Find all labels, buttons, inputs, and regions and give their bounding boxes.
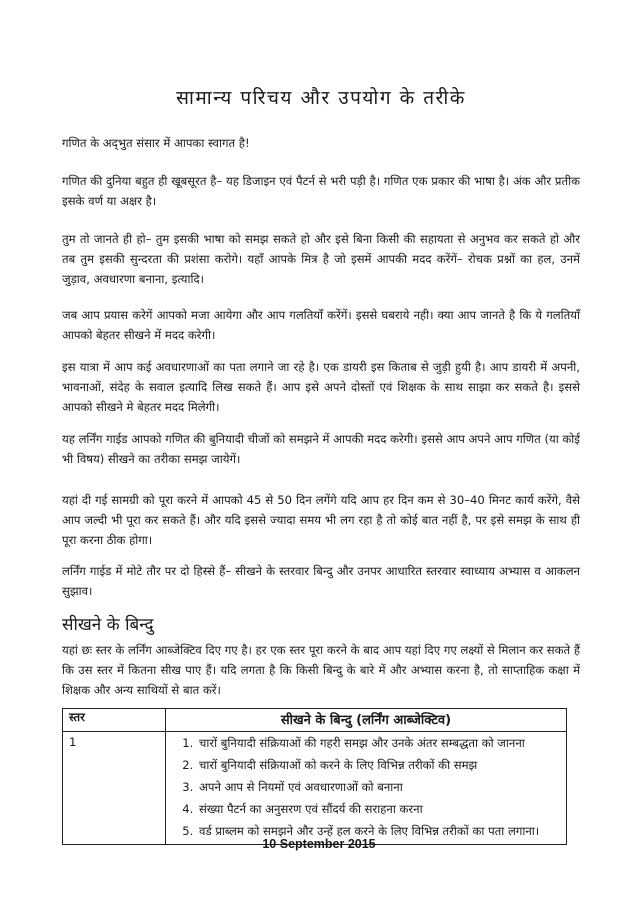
objective-item: 3. अपने आप से नियमों एवं अवधारणाओं को बनाना [197, 777, 559, 799]
paragraph-math-world: गणित की दुनिया बहुत ही खूबसूरत है– यह डिजाइन एवं पैटर्न से भरी पड़ी है। गणित एक प्रकार की भाषा है। अंक और प्रतीक इसके वर्ण या अक्षर है। [62, 174, 580, 208]
header-objectives: सीखने के बिन्दु (लर्निंग आब्जेक्टिव) [166, 709, 567, 732]
paragraph-mistakes: जब आप प्रयास करेगें आपको मजा आयेगा और आप गलतियाँ करेंगें। इससे घबराये नही। क्या आप जानते है कि ये गलतियाँ आपको बेहतर सीखने में मदद करेगी। [62, 308, 580, 342]
page-title: सामान्य परिचय और उपयोग के तरीके [176, 87, 466, 109]
objectives-table [62, 708, 567, 845]
paragraph-duration: यहां दी गई सामग्री को पूरा करने में आपको 45 से 50 दिन लगेंगे यदि आप हर दिन कम से 30–40 मिनट कार्य करेंगे, वैसे आप जल्दी भी पूरा कर सकते हैं। और यदि इससे ज्यादा समय भी लग रहा है तो कोई बात नहीं है, पर इसे समझ के साथ ही पूरा करना ठीक होगा। [62, 493, 580, 547]
objective-item: 5. वर्ड प्राब्लम को समझने और उन्हें हल करने के लिए विभिन्न तरीकों का पता लगाना। [197, 821, 559, 843]
paragraph-diary: इस यात्रा में आप कई अवधारणाओं का पता लगाने जा रहे है। एक डायरी इस किताब से जुड़ी हुयी है। आप डायरी में अपनी, भावनाओं, संदेह के सवाल इत्यादि लिख सकते हैं। आप इसे अपने दोस्तों एवं शिक्षक के साथ साझा कर सकते है। इससे आपको सीखने मे बेहतर मदद मिलेगी। [62, 360, 580, 414]
level-cell: 1 [63, 732, 166, 845]
footer-date: 10 September 2015 [262, 837, 376, 851]
paragraph-understanding: तुम तो जानते ही हो– तुम इसकी भाषा को समझ सकते हो और इसे बिना किसी की सहायता से अनुभव कर सकते हो और तब तुम इसकी सुन्दरता की प्रशंसा करोगे। यहाँ आपके मित्र है जो इसमें आपकी मदद करेंगें– रोचक प्रश्नों का हल, उनमें जुड़ाव, अवधारणा बनाना, इत्यादि। [62, 232, 580, 286]
header-level: स्तर [63, 709, 166, 732]
table-row [63, 732, 567, 845]
table-header-row [63, 709, 567, 732]
objective-item: 1. चारों बुनियादी संक्रियाओं की गहरी समझ और उनके अंतर सम्बद्धता को जानना [197, 733, 559, 755]
paragraph-welcome: गणित के अद्‌भुत संसार में आपका स्वागत है! [62, 136, 250, 150]
objectives-list [167, 733, 565, 843]
section-intro: यहां छः स्तर के लर्निंग आब्जेक्टिव दिए गए है। हर एक स्तर पूरा करने के बाद आप यहां दिए गए लक्ष्यों से मिलान कर सकते हैं कि उस स्तर में कितना सीख पाए हैं। यदि लगता है कि किसी बिन्दु के बारे में और अभ्यास करना है, तो साप्ताहिक कक्षा में शिक्षक और अन्य साथियों से बात करें। [62, 643, 580, 697]
paragraph-learning-guide: यह लर्निंग गाईड आपको गणित की बुनियादी चीजों को समझने में आपकी मदद करेगी। इससे आप अपने आप गणित (या कोई भी विषय) सीखने का तरीका समझ जायेगें। [62, 432, 580, 466]
objective-item: 2. चारों बुनियादी संक्रियाओं को करने के लिए विभिन्न तरीकों की समझ [197, 755, 559, 777]
objectives-cell [166, 732, 567, 845]
objective-item: 4. संख्या पैटर्न का अनुसरण एवं सौंदर्य की सराहना करना [197, 799, 559, 821]
paragraph-guide-parts: लर्निंग गाईड में मोटे तौर पर दो हिस्से हैं– सीखने के स्तरवार बिन्दु और उनपर आधारित स्तरवार स्वाध्याय अभ्यास व आकलन सुझाव। [62, 564, 580, 598]
section-heading: सीखने के बिन्दु [62, 615, 154, 635]
